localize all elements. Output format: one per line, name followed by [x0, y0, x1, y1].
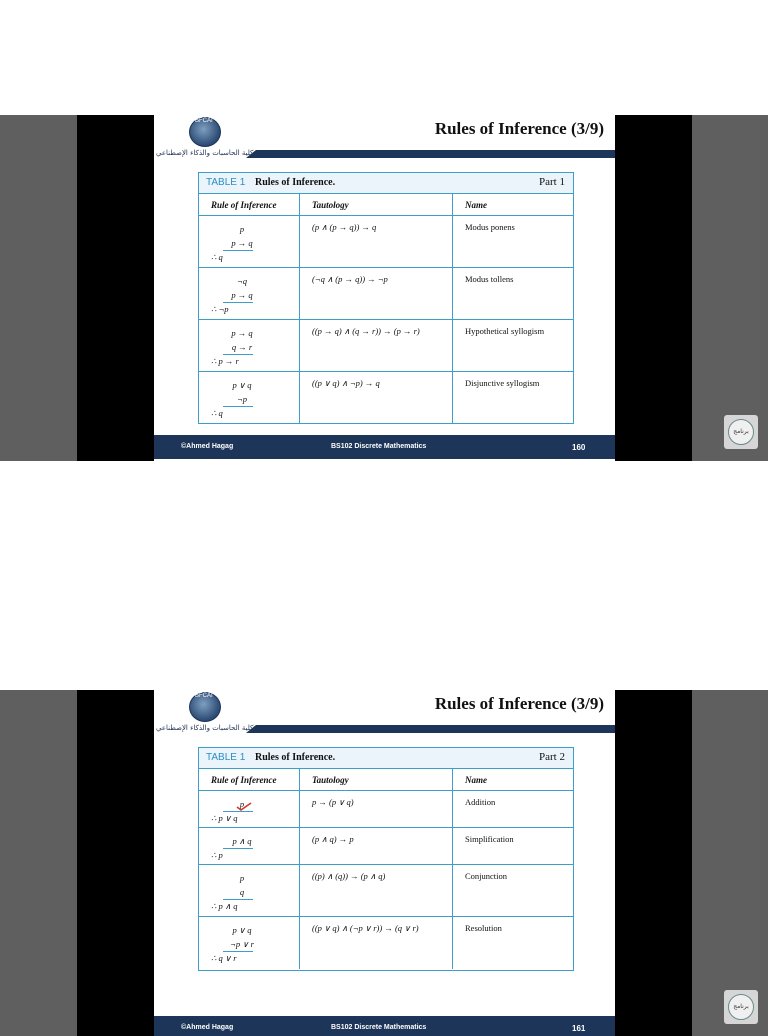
- footer-course: BS102 Discrete Mathematics: [331, 1024, 427, 1031]
- gray-margin-right: [692, 690, 768, 1036]
- conclusion: ∴ p ∨ q: [211, 813, 238, 823]
- table-row: [199, 917, 573, 969]
- name-cell: Disjunctive syllogism: [465, 378, 540, 388]
- column-header-row: [199, 194, 573, 216]
- premise: p: [239, 873, 245, 883]
- slide-band-1: [0, 115, 768, 461]
- title-underline-bar: [256, 150, 615, 158]
- premise: p → q: [231, 290, 253, 300]
- table-row: [199, 828, 573, 865]
- name-cell: Conjunction: [453, 865, 574, 917]
- premise: ¬p: [237, 394, 247, 404]
- rule-cell: [199, 791, 300, 828]
- premise: p: [239, 799, 245, 809]
- tautology-cell: (¬q ∧ (p → q)) → ¬p: [300, 268, 453, 320]
- college-name: كلية الحاسبات والذكاء الإصطناعي: [156, 724, 254, 732]
- rule-cell: [199, 917, 300, 969]
- premise: p → q: [231, 328, 253, 338]
- conclusion: ∴ p ∧ q: [211, 901, 238, 911]
- premise: ¬q: [237, 276, 247, 286]
- name-cell: Modus tollens: [453, 268, 574, 320]
- table-part: Part 1: [539, 176, 565, 188]
- tautology-cell: ((p → q) ∧ (q → r)) → (p → r): [300, 320, 453, 372]
- tautology-cell: ((p ∨ q) ∧ (¬p ∨ r)) → (q ∨ r): [300, 917, 453, 969]
- conclusion: ∴ p: [211, 850, 223, 860]
- table-row: [199, 791, 573, 828]
- tautology-cell: p → (p ∨ q): [300, 791, 453, 828]
- col-tautology: Tautology: [300, 194, 453, 216]
- premise: p ∨ q: [232, 925, 252, 935]
- slide-band-2: [0, 690, 768, 1036]
- table-row: [199, 372, 573, 424]
- conclusion: ∴ ¬p: [211, 304, 229, 314]
- col-rule: Rule of Inference: [199, 194, 300, 216]
- gray-margin-right: [692, 115, 768, 461]
- footer-author: ©Ahmed Hagag: [181, 1024, 234, 1031]
- table-caption: Rules of Inference.: [255, 752, 336, 763]
- name-cell: Modus ponens: [453, 216, 574, 268]
- col-name: Name: [453, 194, 574, 216]
- rule-cell: [199, 828, 300, 865]
- table-header: [199, 173, 573, 194]
- name-cell: Simplification: [453, 828, 574, 865]
- rule-cell: [199, 216, 300, 268]
- footer-author: ©Ahmed Hagag: [181, 443, 234, 450]
- premise: p ∧ q: [232, 836, 252, 846]
- tautology-cell: (p ∧ (p → q)) → q: [300, 216, 453, 268]
- table-caption: Rules of Inference.: [255, 177, 336, 188]
- table-row: [199, 865, 573, 917]
- rules-table: [198, 747, 574, 971]
- conclusion: ∴ p → r: [211, 356, 239, 366]
- rules-grid: [199, 769, 573, 969]
- premise: q: [239, 887, 245, 897]
- premise: ¬p ∨ r: [230, 939, 254, 949]
- rules-table: [198, 172, 574, 424]
- table-header: [199, 748, 573, 769]
- black-margin-right: [615, 115, 692, 461]
- col-tautology: Tautology: [300, 769, 453, 791]
- slide-160: [154, 115, 615, 461]
- slide-161: [154, 690, 615, 1036]
- footer-course: BS102 Discrete Mathematics: [331, 443, 427, 450]
- slide-title: Rules of Inference (3/9): [434, 694, 604, 713]
- table-label: TABLE 1: [206, 752, 246, 763]
- name-cell: Addition: [453, 791, 574, 828]
- col-rule: Rule of Inference: [199, 769, 300, 791]
- logo-text: BFCAI: [195, 693, 213, 699]
- conclusion: ∴ q: [211, 252, 223, 262]
- column-header-row: [199, 769, 573, 791]
- rule-cell: [199, 372, 300, 424]
- premise: p ∨ q: [232, 380, 252, 390]
- table-part: Part 2: [539, 751, 565, 763]
- gray-margin-left: [0, 115, 77, 461]
- page-nav-button[interactable]: [724, 415, 758, 449]
- black-margin-right: [615, 690, 692, 1036]
- black-margin-left: [77, 690, 154, 1036]
- conclusion: ∴ q ∨ r: [211, 953, 237, 963]
- name-cell: Resolution: [465, 923, 502, 933]
- nav-badge-icon: ﺑﺮﻧﺎﻣﺞ: [728, 419, 754, 445]
- conclusion: ∴ q: [211, 408, 223, 418]
- rule-cell: [199, 268, 300, 320]
- premise: p → q: [231, 238, 253, 248]
- table-label: TABLE 1: [206, 177, 246, 188]
- slide-footer: [154, 1016, 615, 1036]
- col-name: Name: [453, 769, 574, 791]
- logo-text: BFCAI: [195, 118, 213, 124]
- rule-cell: [199, 320, 300, 372]
- tautology-cell: (p ∧ q) → p: [300, 828, 453, 865]
- table-row: [199, 216, 573, 268]
- tautology-cell: ((p) ∧ (q)) → (p ∧ q): [300, 865, 453, 917]
- premise: p: [239, 224, 245, 234]
- slide-title: Rules of Inference (3/9): [434, 119, 604, 138]
- premise: q → r: [231, 342, 253, 352]
- table-row: [199, 320, 573, 372]
- title-underline-bar: [256, 725, 615, 733]
- name-cell: Hypothetical syllogism: [453, 320, 574, 372]
- tautology-cell: ((p ∨ q) ∧ ¬p) → q: [300, 372, 453, 424]
- footer-page-number: 161: [572, 1024, 586, 1033]
- footer-page-number: 160: [572, 443, 586, 452]
- table-row: [199, 268, 573, 320]
- black-margin-left: [77, 115, 154, 461]
- college-name: كلية الحاسبات والذكاء الإصطناعي: [156, 149, 254, 157]
- nav-badge-icon: ﺑﺮﻧﺎﻣﺞ: [728, 994, 754, 1020]
- rules-grid: [199, 194, 573, 424]
- rule-cell: [199, 865, 300, 917]
- slide-footer: [154, 435, 615, 459]
- gray-margin-left: [0, 690, 77, 1036]
- page-nav-button[interactable]: [724, 990, 758, 1024]
- checkmark-annotation-icon: [236, 802, 252, 811]
